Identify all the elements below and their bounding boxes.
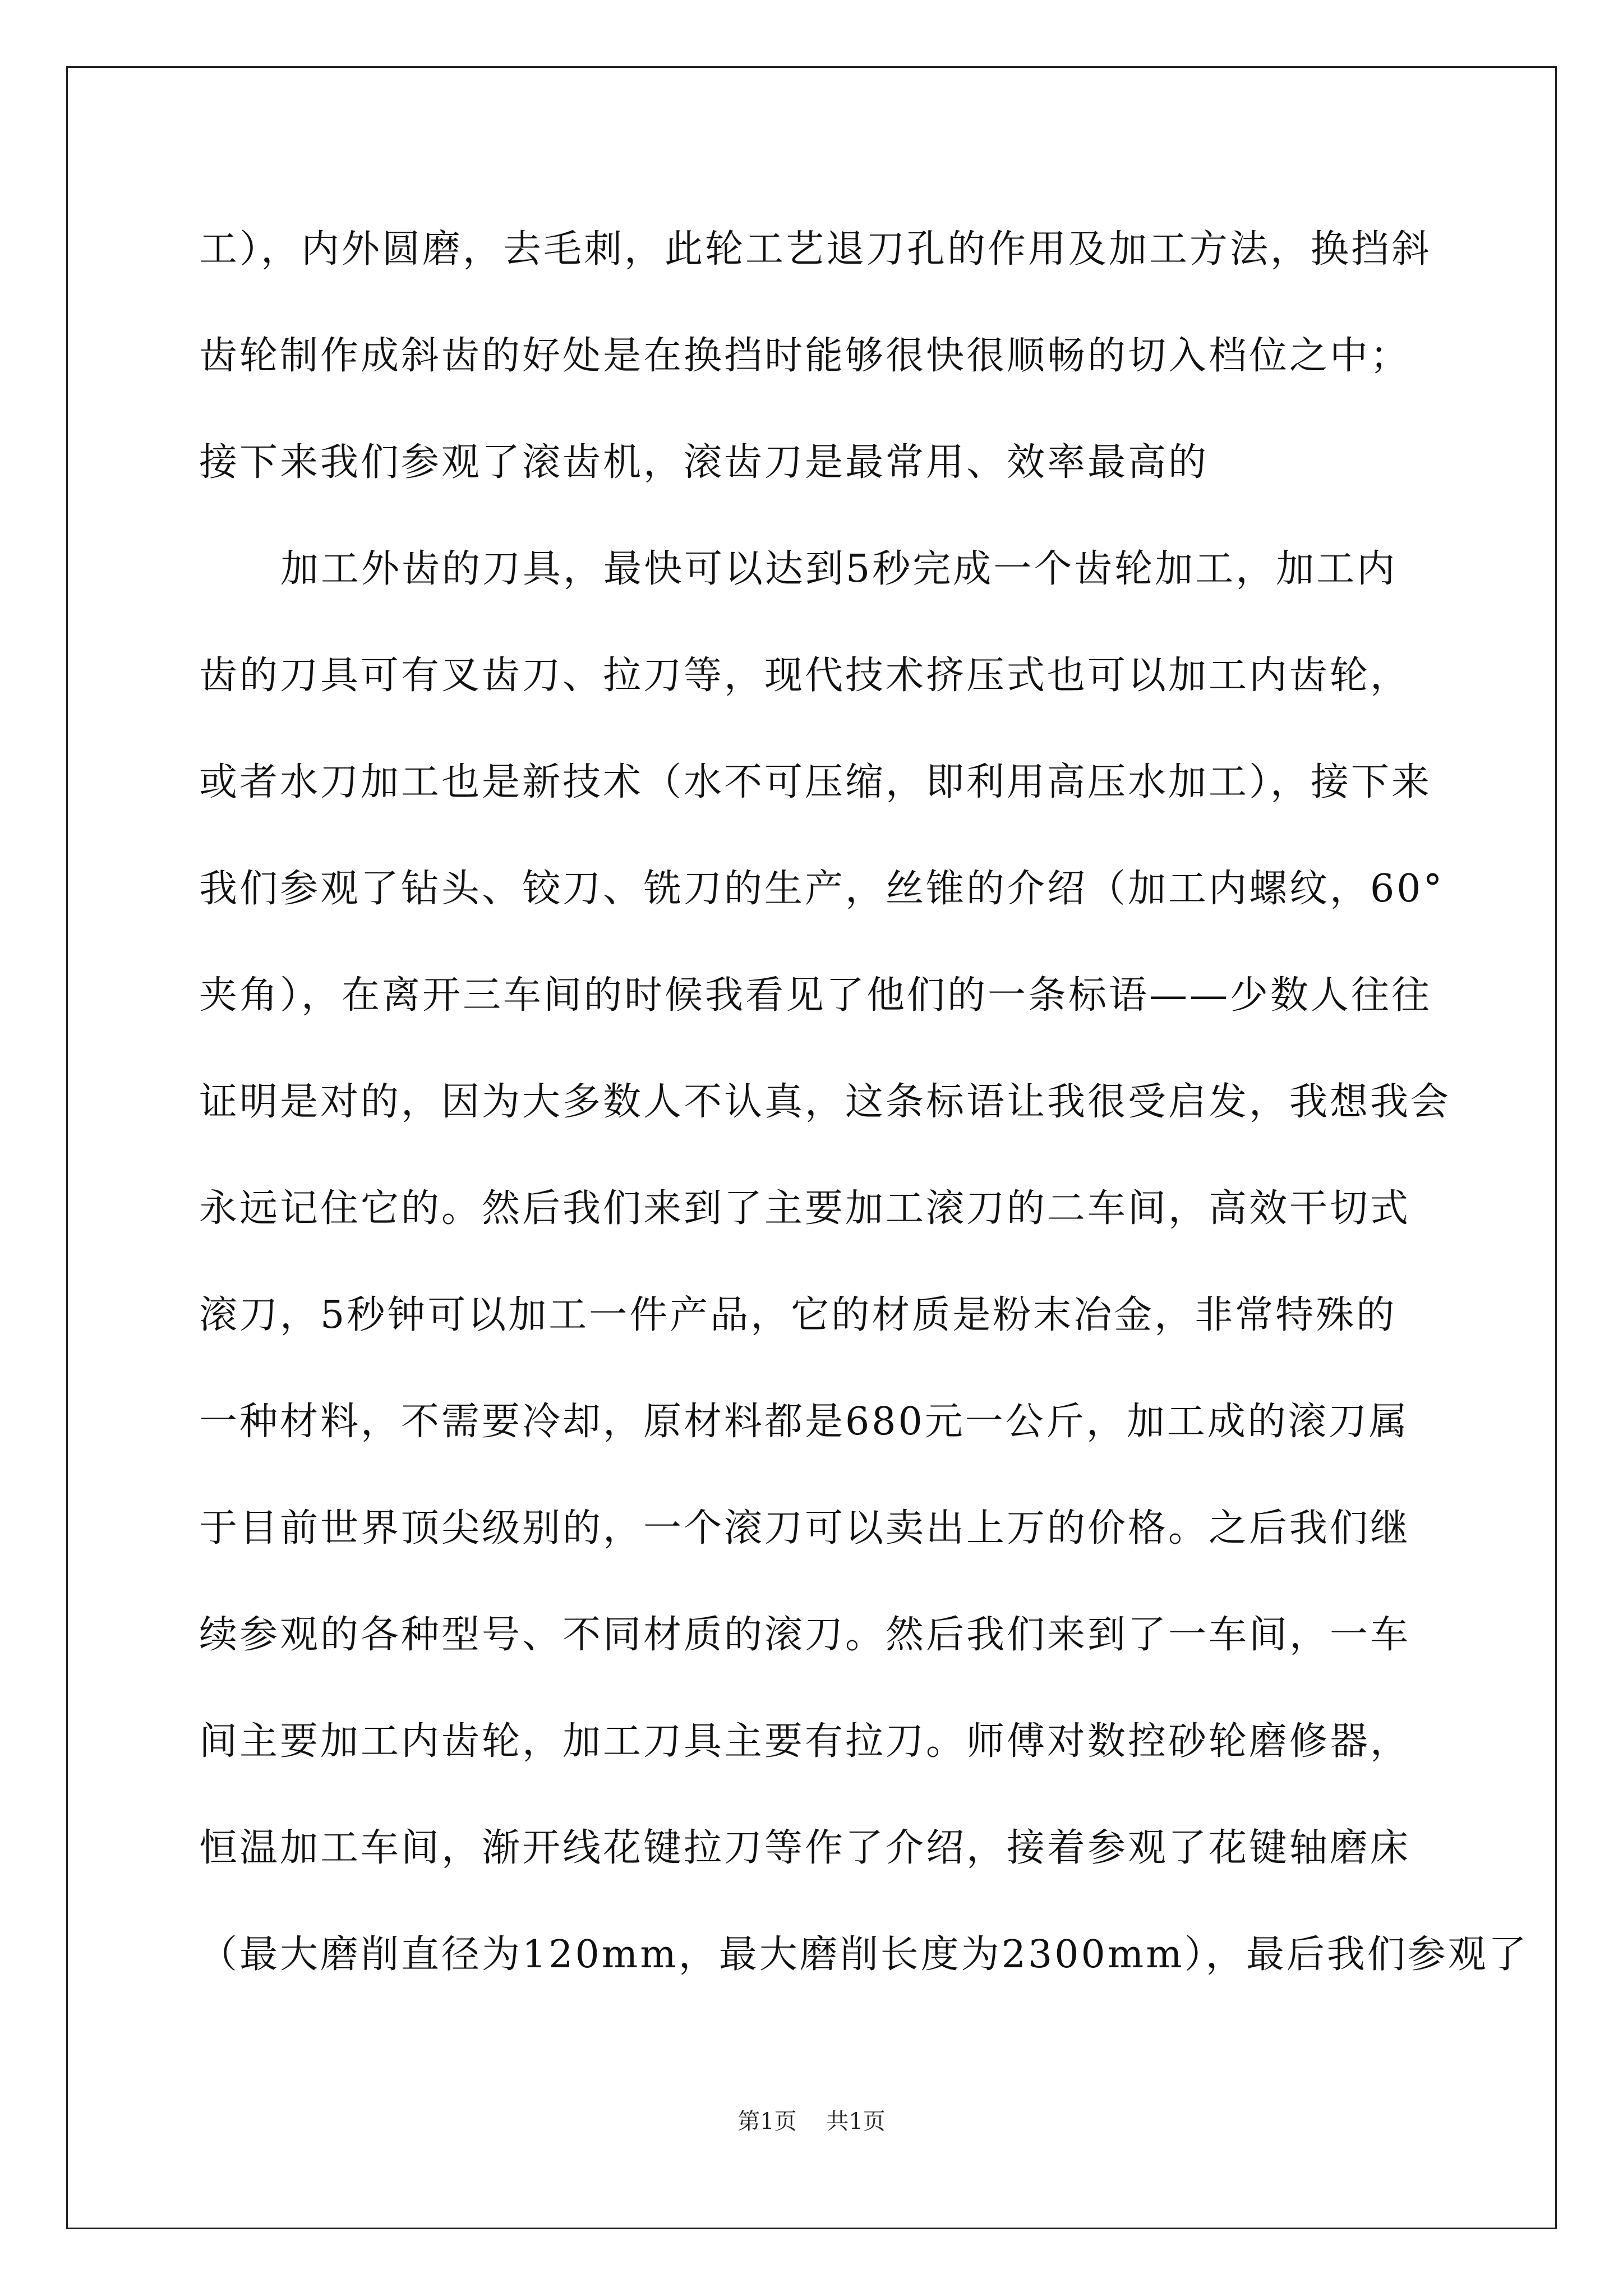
page-total: 共1页: [826, 2109, 886, 2134]
text-line-16: 恒温加工车间，渐开线花键拉刀等作了介绍，接着参观了花键轴磨床: [199, 1826, 1411, 1870]
text-line-4: 加工外齿的刀具，最快可以达到5秒完成一个齿轮加工，加工内: [280, 547, 1398, 591]
text-line-11: 滚刀，5秒钟可以加工一件产品，它的材质是粉末冶金，非常特殊的: [199, 1293, 1397, 1337]
text-line-12: 一种材料，不需要冷却，原材料都是680元一公斤，加工成的滚刀属: [199, 1400, 1409, 1444]
text-line-15: 间主要加工内齿轮，加工刀具主要有拉刀。师傅对数控砂轮磨修器，: [199, 1719, 1411, 1764]
text-line-13: 于目前世界顶尖级别的，一个滚刀可以卖出上万的价格。之后我们继: [199, 1506, 1411, 1550]
text-line-1: 工），内外圆磨，去毛刺，此轮工艺退刀孔的作用及加工方法，换挡斜: [199, 227, 1432, 272]
page-footer: [0, 2104, 1623, 2136]
text-line-3: 接下来我们参观了滚齿机，滚齿刀是最常用、效率最高的: [199, 440, 1209, 485]
text-line-6: 或者水刀加工也是新技术（水不可压缩，即利用高压水加工），接下来: [199, 760, 1432, 804]
document-body: [199, 216, 1529, 2028]
text-line-7: 我们参观了钻头、铰刀、铣刀的生产，丝锥的介绍（加工内螺纹，60°: [199, 867, 1445, 911]
text-line-2: 齿轮制作成斜齿的好处是在换挡时能够很快很顺畅的切入档位之中；: [199, 334, 1411, 378]
text-line-10: 永远记住它的。然后我们来到了主要加工滚刀的二车间，高效干切式: [199, 1186, 1411, 1231]
page-number: 第1页: [737, 2109, 797, 2134]
text-line-17: （最大磨削直径为120mm，最大磨削长度为2300mm），最后我们参观了: [199, 1932, 1529, 1977]
text-line-14: 续参观的各种型号、不同材质的滚刀。然后我们来到了一车间，一车: [199, 1613, 1411, 1657]
text-line-5: 齿的刀具可有叉齿刀、拉刀等，现代技术挤压式也可以加工内齿轮，: [199, 654, 1411, 698]
text-line-8: 夹角），在离开三车间的时候我看见了他们的一条标语——少数人往往: [199, 973, 1432, 1018]
text-line-9: 证明是对的，因为大多数人不认真，这条标语让我很受启发，我想我会: [199, 1080, 1451, 1124]
